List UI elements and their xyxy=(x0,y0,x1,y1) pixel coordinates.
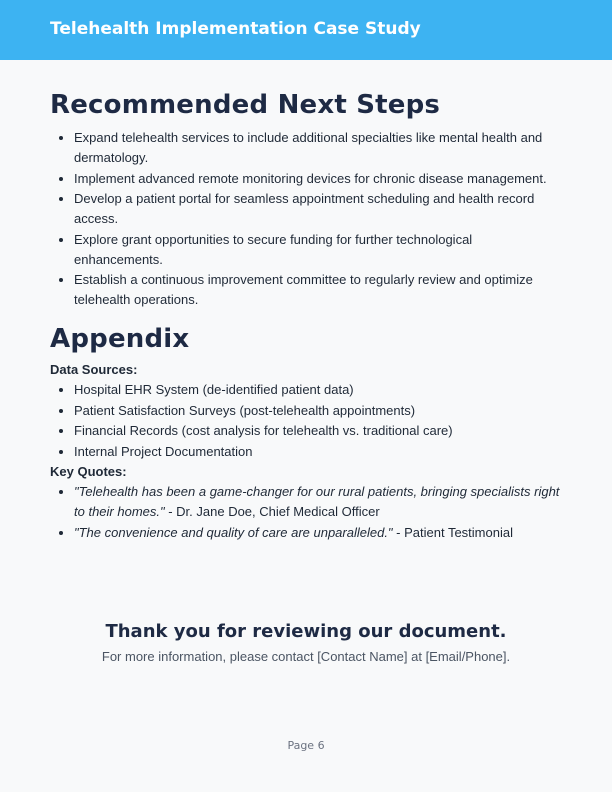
quote-attribution: - Patient Testimonial xyxy=(392,524,513,540)
quote-item xyxy=(74,523,564,543)
document-title: Telehealth Implementation Case Study xyxy=(50,19,421,39)
quote-text: "Telehealth has been a game-changer for our rural patients, bringing specialists right to their homes." xyxy=(74,484,560,519)
page-number: Page 6 xyxy=(287,739,325,752)
list-item: • Establish a continuous improvement committee to regularly review and optimize telehealth operations. xyxy=(74,270,564,310)
quote-item xyxy=(74,482,564,522)
list-item: • Internal Project Documentation xyxy=(74,442,564,462)
page-header xyxy=(0,0,612,60)
list-item: • Develop a patient portal for seamless appointment scheduling and health record access. xyxy=(74,189,564,229)
thank-you-message: Thank you for reviewing our document. xyxy=(105,621,507,642)
list-item: • Patient Satisfaction Surveys (post-telehealth appointments) xyxy=(74,401,564,421)
data-sources-list xyxy=(50,380,564,462)
quote-attribution: - Dr. Jane Doe, Chief Medical Officer xyxy=(164,504,380,519)
appendix-heading: Appendix xyxy=(50,324,190,354)
key-quotes-label: Key Quotes: xyxy=(50,464,127,479)
next-steps-list xyxy=(50,128,564,310)
next-steps-heading: Recommended Next Steps xyxy=(50,90,441,120)
data-sources-label: Data Sources: xyxy=(50,362,138,377)
main-content xyxy=(50,86,564,543)
contact-info: For more information, please contact [Contact Name] at [Email/Phone]. xyxy=(101,649,511,664)
list-item: • Implement advanced remote monitoring devices for chronic disease management. xyxy=(74,169,564,189)
closing-section xyxy=(0,618,612,668)
key-quotes-list xyxy=(50,482,564,543)
quote-text: "The convenience and quality of care are unparalleled." xyxy=(74,524,393,540)
list-item: • Hospital EHR System (de-identified patient data) xyxy=(74,380,564,400)
list-item: • Explore grant opportunities to secure funding for further technological enhancements. xyxy=(74,230,564,270)
list-item: • Financial Records (cost analysis for telehealth vs. traditional care) xyxy=(74,421,564,441)
list-item: • Expand telehealth services to include additional specialties like mental health and dermatology. xyxy=(74,128,564,168)
